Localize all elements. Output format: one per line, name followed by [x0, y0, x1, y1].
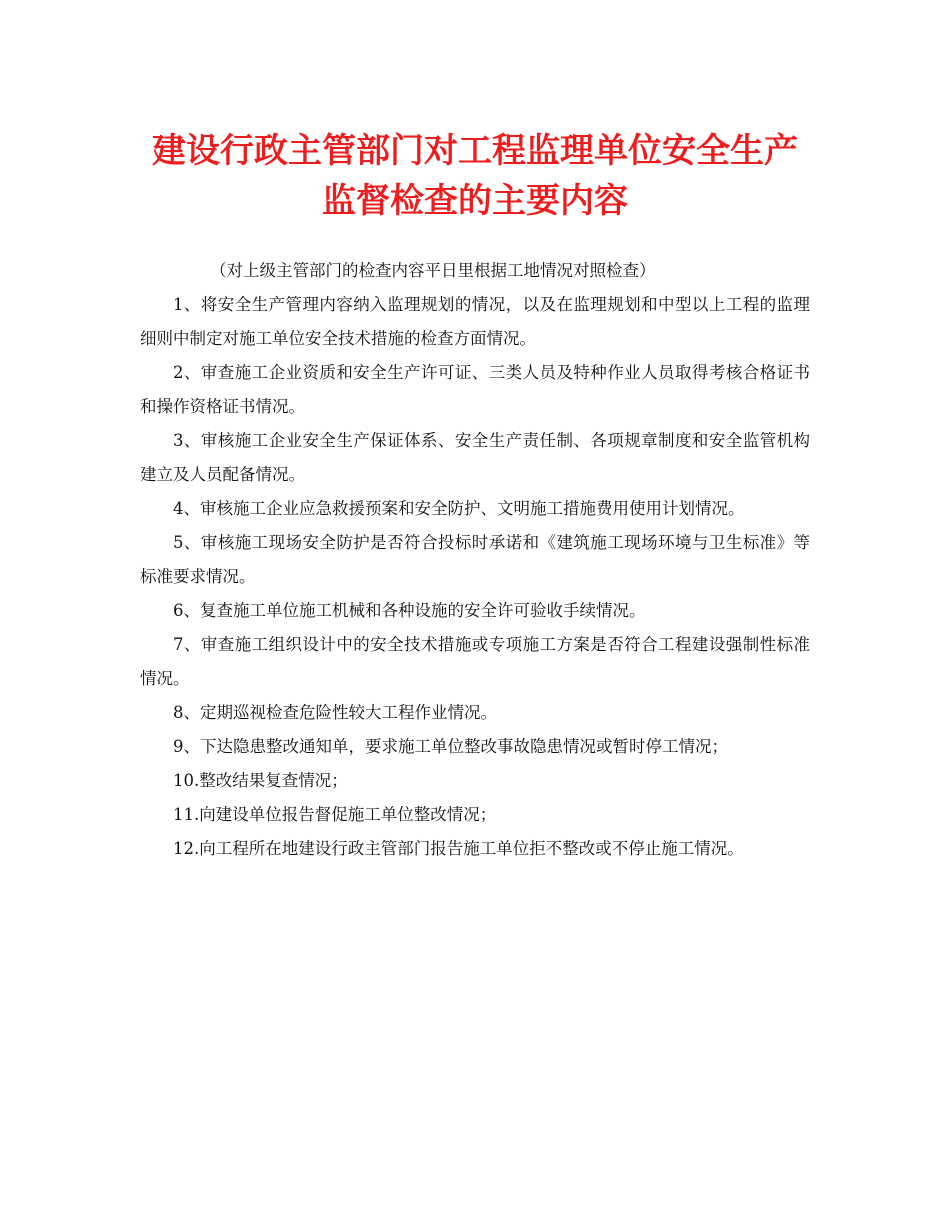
list-item-1: 1、将安全生产管理内容纳入监理规划的情况，以及在监理规划和中型以上工程的监理细则中制定对施工单位安全技术措施的检查方面情况。: [140, 295, 810, 348]
list-item-6: 6、复查施工单位施工机械和各种设施的安全许可验收手续情况。: [173, 601, 646, 620]
list-item-11: 11.向建设单位报告督促施工单位整改情况；: [173, 805, 497, 824]
list-item-5: 5、审核施工现场安全防护是否符合投标时承诺和《建筑施工现场环境与卫生标准》等标准要求情况。: [140, 533, 810, 586]
list-item-7: 7、审查施工组织设计中的安全技术措施或专项施工方案是否符合工程建设强制性标准情况。: [140, 635, 810, 688]
document-subtitle: （对上级主管部门的检查内容平日里根据工地情况对照检查）: [210, 261, 656, 280]
list-item-12: 12.向工程所在地建设行政主管部门报告施工单位拒不整改或不停止施工情况。: [173, 839, 744, 858]
list-item-9: 9、下达隐患整改通知单，要求施工单位整改事故隐患情况或暂时停工情况；: [173, 737, 728, 756]
document-title: [140, 126, 810, 226]
list-item-8: 8、定期巡视检查危险性较大工程作业情况。: [173, 703, 497, 722]
list-item-4: 4、审核施工企业应急救援预案和安全防护、文明施工措施费用使用计划情况。: [173, 499, 745, 518]
document-body: [140, 254, 810, 866]
title-line-1: 建设行政主管部门对工程监理单位安全生产: [152, 131, 798, 171]
list-item-2: 2、审查施工企业资质和安全生产许可证、三类人员及特种作业人员取得考核合格证书和操作资格证书情况。: [140, 363, 810, 416]
list-item-10: 10.整改结果复查情况；: [173, 771, 348, 790]
list-item-3: 3、审核施工企业安全生产保证体系、安全生产责任制、各项规章制度和安全监管机构建立及人员配备情况。: [140, 431, 810, 484]
title-line-2: 监督检查的主要内容: [322, 181, 628, 221]
